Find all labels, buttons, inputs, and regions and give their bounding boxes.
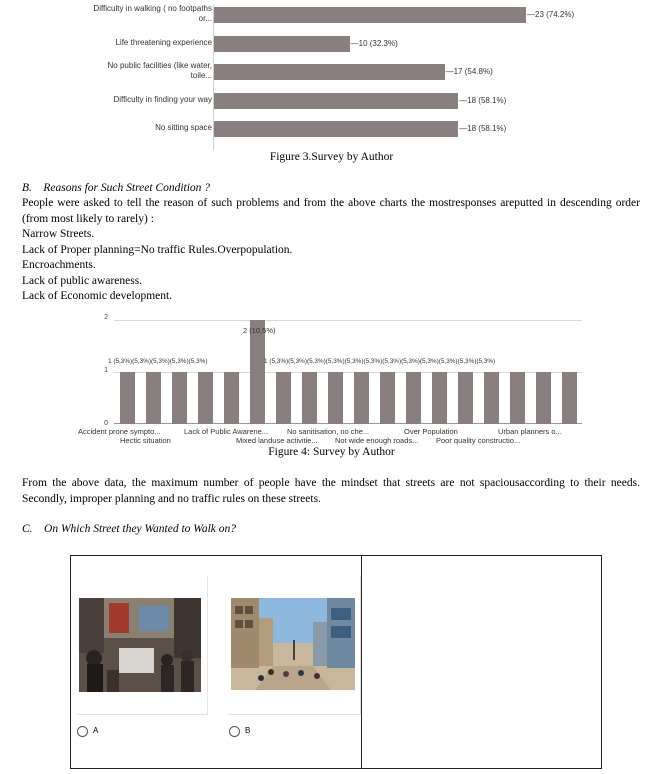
figure-3-category-label: Difficulty in finding your way bbox=[113, 94, 212, 104]
figure-4-x-label: Lack of Public Awarene... bbox=[184, 427, 269, 436]
figure-4-caption: Figure 4: Survey by Author bbox=[268, 446, 395, 458]
figure-4-bar bbox=[224, 372, 239, 424]
figure-4-bar bbox=[146, 372, 161, 424]
figure-4-bar bbox=[536, 372, 551, 424]
figure-3-value-label: —10 (32.3%) bbox=[350, 38, 398, 48]
figure-3-category-label: Difficulty in walking ( no footpaths or... bbox=[93, 4, 212, 23]
street-photo-b bbox=[231, 598, 355, 690]
figure-3-caption: Figure 3.Survey by Author bbox=[269, 151, 394, 163]
figure-3-bar bbox=[214, 36, 350, 52]
figure-3-bar bbox=[214, 64, 445, 80]
reason-item: Narrow Streets. bbox=[22, 228, 95, 240]
reason-item: Lack of Economic development. bbox=[22, 290, 173, 302]
figure-4-value-label-group: 1 (5,3%)(5,3%)(5,3%)(5,3%)(5,3%) bbox=[108, 358, 208, 365]
figure-4-bar bbox=[198, 372, 213, 424]
figure-3-bar bbox=[214, 93, 458, 109]
figure-4-bar bbox=[406, 372, 421, 424]
figure-4-bar bbox=[484, 372, 499, 424]
figure-4-chart bbox=[78, 312, 586, 450]
reason-item: Lack of Proper planning=No traffic Rules.Overpopulation. bbox=[22, 243, 293, 256]
figure-3-value-label: —23 (74.2%) bbox=[527, 10, 575, 19]
figure-4-x-label: No sanitisation, no che... bbox=[287, 427, 370, 436]
figure-4-bar bbox=[250, 320, 265, 424]
section-b-paragraph: People were asked to tell the reason of such problems and from the above charts the mostresponses areputted in descending order (from most likely to rarely) : bbox=[22, 197, 640, 225]
figure-4-y-ticks bbox=[78, 312, 108, 427]
figure-4-bar bbox=[432, 372, 447, 424]
figure-4-bar bbox=[120, 372, 135, 424]
figure-4-plot-area bbox=[108, 320, 582, 424]
option-a-card[interactable] bbox=[77, 576, 208, 715]
figure-3-bar bbox=[214, 7, 526, 23]
figure-4-x-label: Hectic situation bbox=[120, 436, 171, 445]
reason-item: Lack of public awareness. bbox=[22, 274, 143, 287]
figure-4-y-tick: 1 bbox=[104, 367, 108, 374]
table-divider bbox=[361, 556, 362, 768]
figure-3-category-label: No public facilities (like water, toile... bbox=[107, 61, 212, 80]
figure-3-category-labels bbox=[70, 4, 212, 150]
figure-4-bar bbox=[172, 372, 187, 424]
option-b-radio[interactable] bbox=[229, 726, 240, 737]
reason-item: Encroachments. bbox=[22, 259, 96, 271]
figure-4-x-label: Poor quality constructio... bbox=[436, 436, 521, 445]
figure-4-bar bbox=[354, 372, 369, 424]
figure-3-chart bbox=[70, 4, 590, 150]
street-options-table bbox=[70, 555, 602, 769]
figure-4-bar bbox=[328, 372, 343, 424]
figure-3-value-label: —17 (54.8%) bbox=[445, 67, 493, 76]
figure-4-value-label: 2 (10,5%) bbox=[243, 326, 276, 335]
figure-3-bar bbox=[214, 121, 458, 137]
figure-4-y-tick: 0 bbox=[104, 420, 108, 427]
figure-4-bar bbox=[302, 372, 317, 424]
option-a-label: A bbox=[93, 726, 99, 735]
figure-3-category-label: No sitting space bbox=[155, 123, 212, 132]
figure-4-x-label: Accident prone sympto... bbox=[78, 427, 161, 436]
option-b-card[interactable] bbox=[228, 576, 361, 715]
figure-4-x-label: Not wide enough roads... bbox=[335, 436, 419, 445]
figure-3-category-label: Life threatening experience bbox=[115, 37, 212, 47]
option-b-label: B bbox=[245, 726, 251, 735]
option-a-radio[interactable] bbox=[77, 726, 88, 737]
figure-3-value-label: —18 (58.1%) bbox=[459, 95, 507, 105]
paragraph-conclusion: From the above data, the maximum number of people have the mindset that streets are not spaciousaccording to their needs. Secondly, improper planning and no traffic rules on these streets. bbox=[22, 477, 640, 505]
section-c-heading bbox=[22, 522, 236, 538]
figure-3-bars bbox=[214, 4, 590, 150]
figure-4-y-tick: 2 bbox=[104, 314, 108, 321]
figure-4-value-label-group: 1 (5,3%)(5,3%)(5,3%)(5,3%)(5,3%)(5,3%)(5,3%)(5,3%)(5,3%)(5,3%)(5,3%)(5,3%) bbox=[264, 358, 496, 365]
section-b-heading: B. Reasons for Such Street Condition ? bbox=[22, 182, 211, 194]
figure-4-bar bbox=[276, 372, 291, 424]
figure-4-bar bbox=[380, 372, 395, 424]
figure-3-value-label: —18 (58.1%) bbox=[459, 124, 507, 133]
figure-4-bar bbox=[562, 372, 577, 424]
section-c-heading-text: C. On Which Street they Wanted to Walk on? bbox=[22, 523, 236, 535]
figure-4-x-label: Over Population bbox=[404, 427, 458, 436]
figure-4-x-label: Mixed landuse activitie... bbox=[236, 436, 318, 445]
section-b-list bbox=[22, 227, 622, 305]
figure-4-bar bbox=[510, 372, 525, 424]
street-photo-a bbox=[79, 598, 201, 692]
figure-4-x-label: Urban planners o... bbox=[498, 427, 562, 436]
figure-4-bar bbox=[458, 372, 473, 424]
